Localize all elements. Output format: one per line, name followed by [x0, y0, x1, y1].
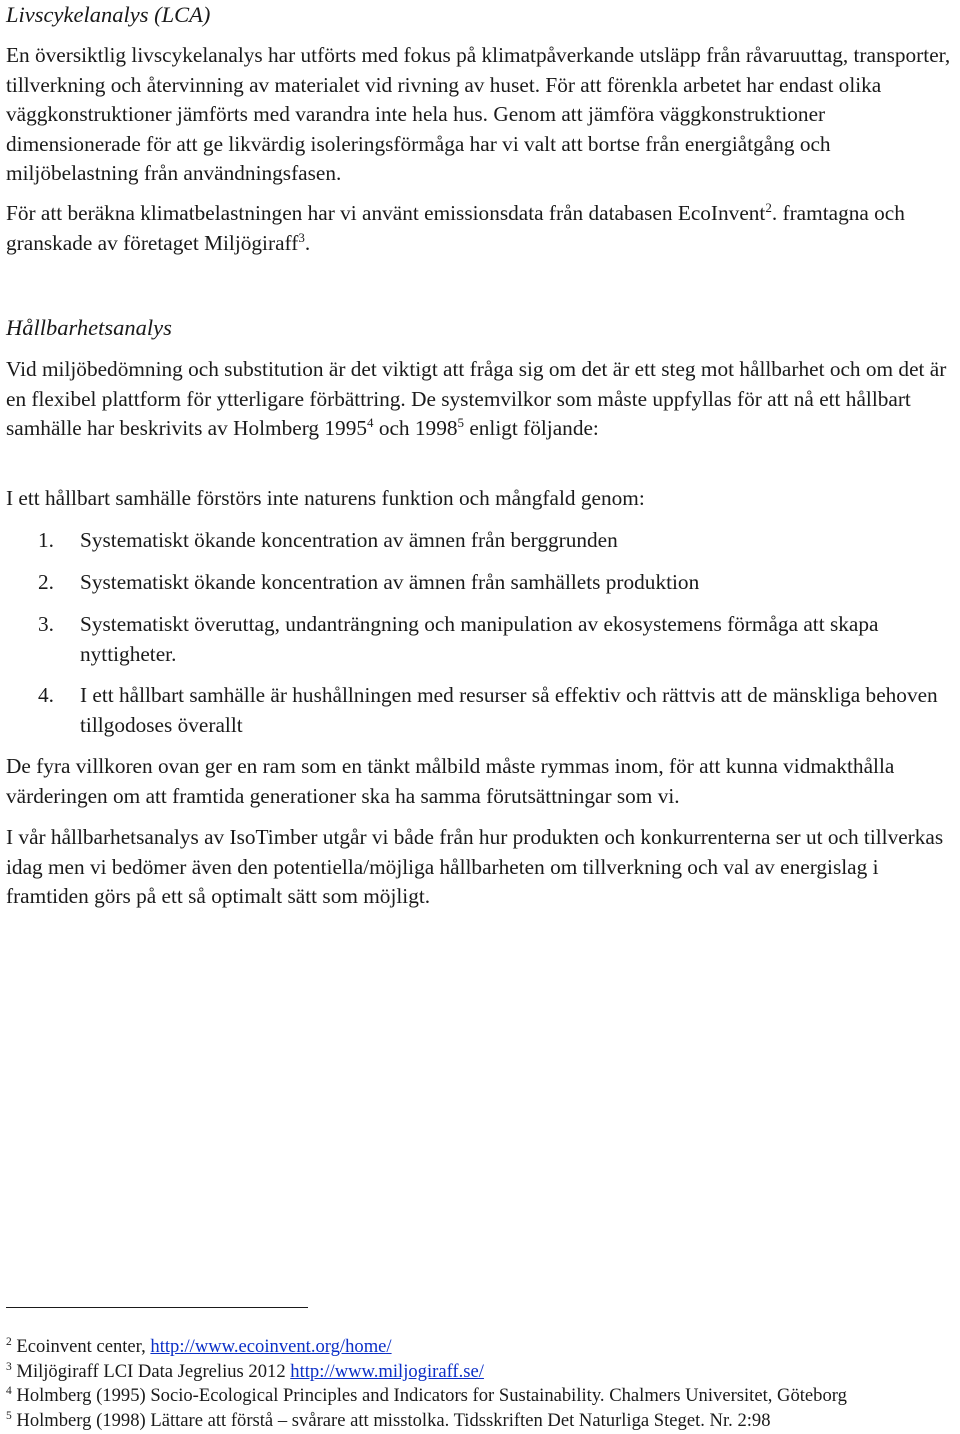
- footnote-item: [6, 1384, 960, 1409]
- list-item-text: I ett hållbart samhälle är hushållningen med resurser så effektiv och rättvis att de mänskliga behoven tillgodoses överallt: [80, 683, 938, 737]
- lca-paragraph-2-text-c: .: [304, 230, 311, 255]
- list-item-number: 4.: [38, 683, 54, 707]
- sustainability-paragraph-1-text-b: och 1998: [373, 416, 458, 440]
- sustainability-heading: Hållbarhetsanalys: [6, 315, 172, 340]
- footnote-number: 5: [6, 1410, 12, 1423]
- footnotes: [6, 1335, 960, 1434]
- list-item: [6, 610, 954, 669]
- footnote-link[interactable]: http://www.miljogiraff.se/: [290, 1360, 484, 1382]
- footnote-item: [6, 1360, 960, 1385]
- footnote-ref-3[interactable]: 3: [298, 229, 305, 245]
- list-item-number: 3.: [38, 612, 54, 636]
- lca-paragraph-2-text-b: . framtagna och granskade av företaget Miljögiraff: [6, 201, 905, 255]
- footnote-item: [6, 1335, 960, 1360]
- footnote-ref-2[interactable]: 2: [765, 200, 772, 215]
- footnote-number: 3: [6, 1360, 12, 1373]
- sustainability-paragraph-3: I vår hållbarhetsanalys av IsoTimber utgår vi både från hur produkten och konkurrenterna ser ut och tillverkas idag men vi bedömer även den potentiella/möjliga hållbarheten om tillverkning och val av energislag i framtiden görs på ett så optimalt sätt som möjligt.: [6, 825, 944, 908]
- footnote-separator: [6, 1307, 308, 1308]
- list-item-number: 2.: [38, 570, 54, 594]
- footnote-text: Holmberg (1998) Lättare att förstå – svårare att misstolka. Tidsskriften Det Naturliga Steget. Nr. 2:98: [16, 1410, 771, 1432]
- list-item-text: Systematiskt ökande koncentration av ämnen från samhällets produktion: [80, 570, 700, 594]
- footnote-text: Ecoinvent center,: [16, 1336, 151, 1357]
- footnote-text: Miljögiraff LCI Data Jegrelius 2012: [16, 1360, 291, 1382]
- lca-paragraph-2-text-a: För att beräkna klimatbelastningen har vi använt emissionsdata från databasen EcoInvent: [6, 201, 766, 225]
- footnote-text: Holmberg (1995) Socio-Ecological Principles and Indicators for Sustainability. Chalmers Universitet, Göteborg: [16, 1385, 847, 1407]
- list-item-number: 1.: [38, 528, 54, 552]
- footnote-ref-5[interactable]: 5: [457, 415, 464, 430]
- list-item-text: Systematiskt överuttag, undanträngning och manipulation av ekosystemens förmåga att skapa nyttigheter.: [80, 612, 879, 666]
- footnote-number: 2: [6, 1336, 12, 1348]
- sustainability-paragraph-1-text-a: Vid miljöbedömning och substitution är det viktigt att fråga sig om det är ett steg mot hållbarhet och om det är en flexibel plattform för ytterligare förbättring. De systemvilkor som måste uppfyllas för att nå ett hållbart samhälle har beskrivits av Holmberg 1995: [6, 357, 947, 440]
- sustainability-paragraph-2: De fyra villkoren ovan ger en ram som en tänkt målbild måste rymmas inom, för att kunna vidmakthålla värderingen om att framtida generationer ska ha samma förutsättningar som vi.: [6, 754, 895, 808]
- lca-paragraph-1: En översiktlig livscykelanalys har utförts med fokus på klimatpåverkande utsläpp från råvaruuttag, transporter, tillverkning och återvinning av materialet vid rivning av huset. För att förenkla arbetet har endast olika väggkonstruktioner jämförts med varandra inte hela hus. Genom att jämföra väggkonstruktioner dimensionerade för att ge likvärdig isoleringsförmåga har vi valt att bortse från energiåtgång och miljöbelastning från användningsfasen.: [6, 43, 951, 185]
- lca-paragraph-2: [6, 199, 954, 258]
- footnote-item: [6, 1409, 960, 1434]
- footnote-link[interactable]: http://www.ecoinvent.org/home/: [150, 1336, 392, 1357]
- list-item: [6, 568, 954, 598]
- list-item-text: Systematiskt ökande koncentration av ämnen från berggrunden: [80, 528, 618, 552]
- conditions-intro: I ett hållbart samhälle förstörs inte naturens funktion och mångfald genom:: [6, 486, 645, 510]
- footnote-ref-4[interactable]: 4: [367, 415, 374, 430]
- sustainability-paragraph-1-text-c: enligt följande:: [464, 416, 599, 440]
- sustainability-paragraph-1: [6, 355, 954, 444]
- lca-heading: Livscykelanalys (LCA): [6, 2, 211, 27]
- list-item: [6, 526, 954, 556]
- list-item: [6, 681, 954, 740]
- footnote-number: 4: [6, 1385, 12, 1398]
